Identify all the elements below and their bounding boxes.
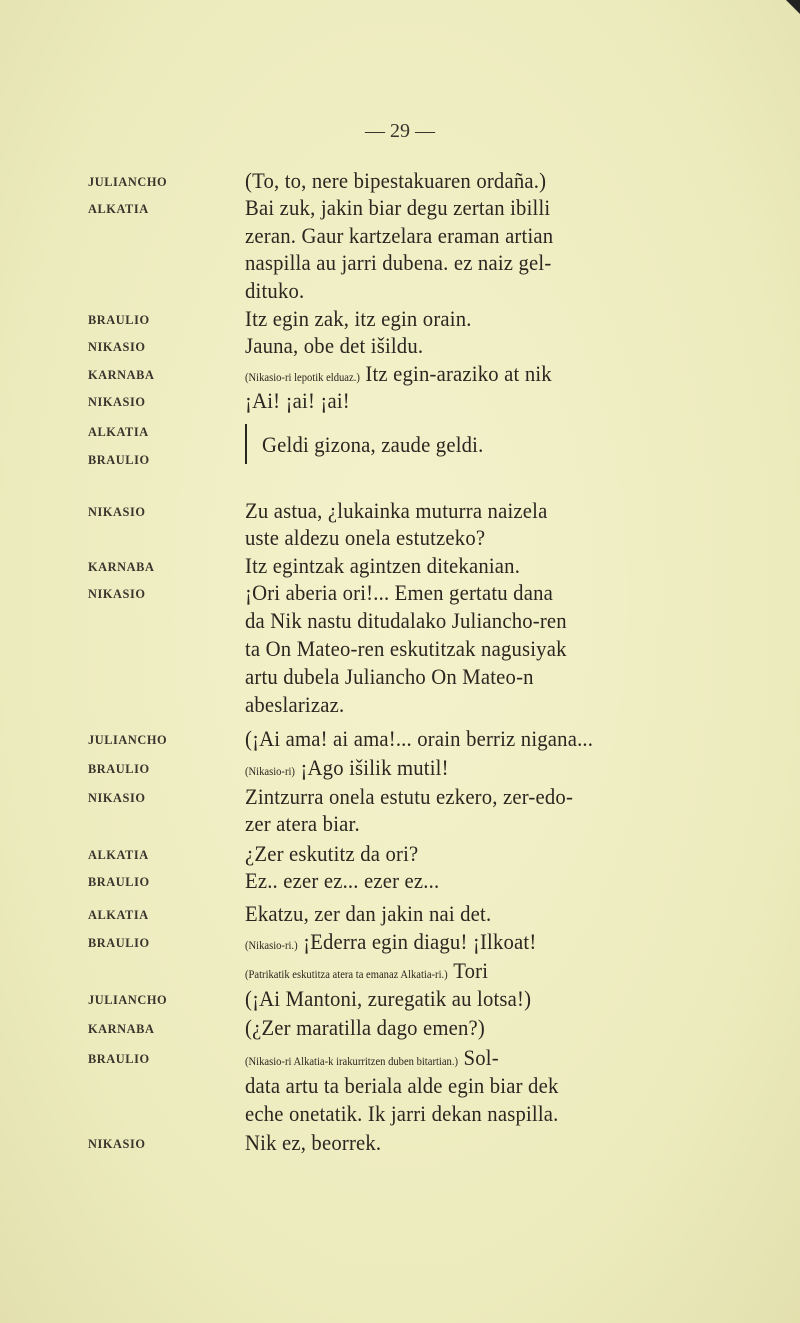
spoken-text: zer atera biar. (245, 811, 360, 836)
speaker-name: BRAULIO (88, 452, 150, 467)
page-corner (786, 0, 800, 14)
dialogue-line (0, 525, 800, 553)
line-content (245, 664, 534, 690)
spoken-text: da Nik nastu ditudalako Juliancho-ren (245, 608, 567, 633)
dialogue-line (0, 784, 800, 812)
speaker-name: JULIANCHO (88, 992, 168, 1007)
line-content (245, 636, 567, 662)
speaker-name: ALKATIA (88, 847, 149, 862)
spoken-text: (¡Ai Mantoni, zuregatik au lotsa!) (245, 986, 532, 1011)
dialogue-line (0, 1130, 800, 1158)
dialogue-line (0, 929, 800, 957)
line-content (245, 195, 550, 221)
spoken-text: Ekatzu, zer dan jakin nai det. (245, 901, 492, 926)
speaker-name: JULIANCHO (88, 732, 168, 747)
dialogue-line (0, 692, 800, 720)
speaker-name: BRAULIO (88, 312, 150, 327)
speaker-name: ALKATIA (88, 201, 149, 216)
speaker-name: BRAULIO (88, 935, 150, 950)
dialogue-line (0, 1073, 800, 1101)
dialogue-line (0, 755, 800, 783)
dialogue-line (0, 608, 800, 636)
dialogue-line (0, 195, 800, 223)
stage-direction: (Nikasio-ri) (245, 766, 295, 778)
line-content (245, 958, 488, 984)
speaker-name: NIKASIO (88, 1136, 146, 1151)
dialogue-line (0, 168, 800, 196)
speaker-name: NIKASIO (88, 790, 146, 805)
line-content (245, 278, 304, 304)
line-content (245, 168, 546, 194)
spoken-text: Tori (453, 958, 489, 983)
spoken-text: Zintzurra onela estutu ezkero, zer-edo- (245, 784, 574, 809)
dialogue-line (0, 664, 800, 692)
spoken-text: ¡Ori aberia ori!... Emen gertatu dana (245, 580, 553, 605)
stage-direction: (Nikasio-ri lepotik elduaz.) (245, 372, 360, 384)
dialogue-line (0, 498, 800, 526)
spoken-text: (¡Ai ama! ai ama!... orain berriz nigana... (245, 726, 594, 751)
line-content (245, 361, 552, 387)
spoken-text: Geldi gizona, zaude geldi. (262, 432, 484, 457)
line-content (245, 986, 531, 1012)
line-content (245, 929, 536, 955)
line-content (245, 333, 423, 359)
spoken-text: Jauna, obe det išildu. (245, 333, 424, 358)
spoken-text: uste aldezu onela estutzeko? (245, 525, 486, 550)
line-content (245, 841, 418, 867)
line-content (245, 388, 350, 414)
dialogue-line (0, 958, 800, 986)
dialogue-line (0, 250, 800, 278)
spoken-text: ta On Mateo-ren eskutitzak nagusiyak (245, 636, 567, 661)
dialogue-line (0, 1015, 800, 1043)
line-content (245, 1130, 381, 1156)
dialogue-line (0, 901, 800, 929)
speaker-name: NIKASIO (88, 504, 146, 519)
speaker-name: NIKASIO (88, 394, 146, 409)
spoken-text: ¡Ago išilik mutil! (300, 755, 449, 780)
speaker-name: JULIANCHO (88, 174, 168, 189)
stage-direction: (Nikasio-ri.) (245, 940, 298, 952)
line-content (245, 901, 491, 927)
speaker-name: BRAULIO (88, 874, 150, 889)
dialogue-line (0, 553, 800, 581)
speaker-name: KARNABA (88, 1021, 155, 1036)
stage-direction: (Patrikatik eskutitza atera ta emanaz Alkatia-ri.) (245, 969, 448, 981)
line-content (245, 755, 449, 781)
spoken-text: Itz egin zak, itz egin orain. (245, 306, 472, 331)
dialogue-line (0, 1045, 800, 1073)
spoken-text: Ez.. ezer ez... ezer ez... (245, 868, 440, 893)
page-number: — 29 — (365, 120, 435, 142)
line-content (245, 306, 472, 332)
dialogue-line (0, 223, 800, 251)
line-content (245, 1015, 485, 1041)
dialogue-line (0, 306, 800, 334)
dialogue-line (0, 333, 800, 361)
stage-direction: (Nikasio-ri Alkatia-k irakurritzen duben bitartian.) (245, 1056, 459, 1068)
line-content (245, 784, 573, 810)
spoken-text: Bai zuk, jakin biar degu zertan ibilli (245, 195, 551, 220)
dialogue-line (0, 580, 800, 608)
speaker-name: ALKATIA (88, 907, 149, 922)
line-content (245, 223, 553, 249)
dialogue-line (0, 868, 800, 896)
spoken-text: Zu astua, ¿lukainka muturra naizela (245, 498, 548, 523)
spoken-text: data artu ta beriala alde egin biar dek (245, 1073, 559, 1098)
spoken-text: abeslarizaz. (245, 692, 345, 717)
line-content (245, 553, 520, 579)
line-content (245, 1045, 499, 1071)
line-content (245, 692, 344, 718)
line-content (245, 250, 551, 276)
dialogue-line (0, 726, 800, 754)
dialogue-line (0, 361, 800, 389)
line-content (245, 525, 485, 551)
line-content (245, 580, 553, 606)
spoken-text: Sol- (463, 1045, 499, 1070)
speaker-name: ALKATIA (88, 424, 149, 439)
line-content (245, 726, 593, 752)
line-content (245, 868, 439, 894)
line-content (262, 432, 483, 458)
speaker-name: BRAULIO (88, 761, 150, 776)
spoken-text: ¡Ederra egin diagu! ¡Ilkoat! (303, 929, 537, 954)
speaker-name: NIKASIO (88, 586, 146, 601)
spoken-text: naspilla au jarri dubena. ez naiz gel- (245, 250, 552, 275)
spoken-text: dituko. (245, 278, 305, 303)
dialogue-line (0, 811, 800, 839)
speaker-name: BRAULIO (88, 1051, 150, 1066)
dialogue-line (0, 1101, 800, 1129)
spoken-text: Nik ez, beorrek. (245, 1130, 382, 1155)
line-content (245, 498, 547, 524)
line-content (245, 1101, 559, 1127)
dialogue-line (0, 636, 800, 664)
dialogue-line (0, 432, 800, 460)
spoken-text: Itz egin-araziko at nik (365, 361, 552, 386)
spoken-text: (To, to, nere bipestakuaren ordaña.) (245, 168, 547, 193)
line-content (245, 608, 567, 634)
line-content (245, 1073, 559, 1099)
spoken-text: Itz egintzak agintzen ditekanian. (245, 553, 521, 578)
spoken-text: ¿Zer eskutitz da ori? (245, 841, 419, 866)
dialogue-line (0, 388, 800, 416)
spoken-text: zeran. Gaur kartzelara eraman artian (245, 223, 554, 248)
speaker-name: KARNABA (88, 367, 155, 382)
spoken-text: ¡Ai! ¡ai! ¡ai! (245, 388, 350, 413)
spoken-text: eche onetatik. Ik jarri dekan naspilla. (245, 1101, 559, 1126)
spoken-text: (¿Zer maratilla dago emen?) (245, 1015, 486, 1040)
speaker-name: NIKASIO (88, 339, 146, 354)
dialogue-line (0, 841, 800, 869)
spoken-text: artu dubela Juliancho On Mateo-n (245, 664, 534, 689)
line-content (245, 811, 360, 837)
dialogue-line (0, 986, 800, 1014)
dialogue-line (0, 278, 800, 306)
speaker-name: KARNABA (88, 559, 155, 574)
